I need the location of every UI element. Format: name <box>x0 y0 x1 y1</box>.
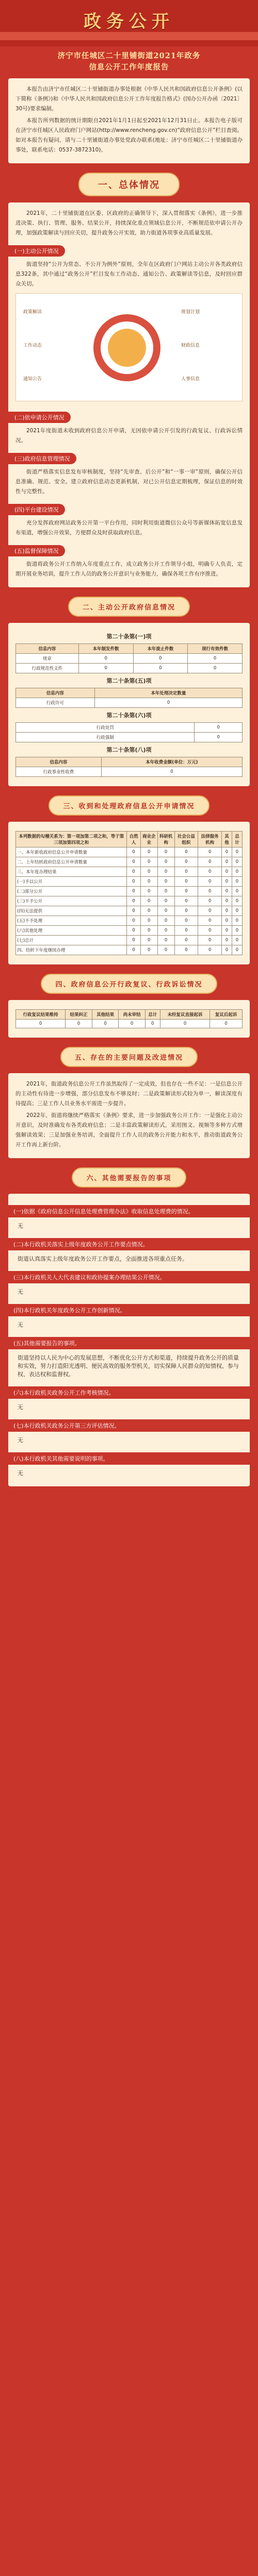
column-header: 信息内容 <box>16 688 95 698</box>
report-title-line1: 济宁市任城区二十里铺街道2021年政务 <box>57 52 201 60</box>
section-1-title: 一、总体情况 <box>78 173 180 196</box>
header-banner <box>0 0 258 46</box>
table-row <box>16 733 243 742</box>
table-cell: 0 <box>127 867 140 877</box>
banner-title: 政务公开 <box>84 11 174 32</box>
diagram-label: 工作动态 <box>23 343 42 348</box>
diagram-inner-circle <box>108 329 146 367</box>
table-cell: 0 <box>174 936 198 945</box>
table-cell: 0 <box>157 926 174 936</box>
table-cell: 0 <box>174 867 198 877</box>
table-cell: 0 <box>174 916 198 926</box>
table-cell: 0 <box>145 1020 160 1028</box>
table-cell: 0 <box>78 664 133 673</box>
section-5-heading <box>8 1047 250 1067</box>
table-cell: 0 <box>174 848 198 857</box>
diagram-label: 人事信息 <box>181 377 200 382</box>
table-row <box>16 916 243 926</box>
table-cell: 0 <box>127 926 140 936</box>
table-cell: 0 <box>232 867 242 877</box>
table-cell: 0 <box>157 945 174 955</box>
column-header: 商业企业 <box>140 832 157 848</box>
table-cell: 0 <box>174 926 198 936</box>
section-1-heading <box>8 173 250 196</box>
report-title-line2: 信息公开工作年度报告 <box>89 63 169 72</box>
table-cell: 0 <box>222 936 232 945</box>
table-row <box>16 723 243 733</box>
row-label: (六)其他处理 <box>16 926 127 936</box>
table-cell: 0 <box>140 867 157 877</box>
supervision-paragraph: 街道将政务公开工作纳入年度重点工作，成立政务公开工作领导小组，明确专人负责，定期开展业务培训，提升工作人员的政务公开意识与业务能力，确保各项工作有序推进。 <box>15 561 243 577</box>
table-cell: 行政处罚 <box>16 723 195 733</box>
table-row <box>16 698 243 708</box>
table-cell: 0 <box>198 936 222 945</box>
table-cell: 0 <box>140 877 157 887</box>
table-row <box>16 936 243 945</box>
table-cell: 0 <box>157 877 174 887</box>
section-5-title: 五、存在的主要问题及改进情况 <box>60 1047 198 1067</box>
answer-text: 无 <box>18 1404 23 1411</box>
row-label: (二)部分公开 <box>16 887 127 896</box>
article20-item8-table <box>15 757 243 777</box>
row-label: (四)无法提供 <box>16 906 127 916</box>
table-cell: 0 <box>127 877 140 887</box>
table-cell: 0 <box>140 936 157 945</box>
column-header: 科研机构 <box>157 832 174 848</box>
table-cell: 0 <box>16 1020 66 1028</box>
table-row <box>16 767 243 777</box>
intro-paragraph: 本报告由济宁市任城区二十里铺街道办事处根据《中华人民共和国政府信息公开条例》(以下简称《条例》)和《中华人民共和国政府信息公开工作年度报告格式》(国办公开办函〔2021〕30号)要求编制。 <box>15 86 243 112</box>
table-cell: 0 <box>157 936 174 945</box>
table-cell: 0 <box>222 926 232 936</box>
column-header: 总计 <box>232 832 242 848</box>
table-cell: 0 <box>157 887 174 896</box>
proactive-paragraph: 街道坚持“公开为常态、不公开为例外”原则，全年在区政府门户网站主动公开各类政府信息322条，其中通过“政务公开”栏目发布工作动态、通知公告、政策解读等信息，及时回应群众关切。 <box>15 261 243 287</box>
table-cell: 0 <box>157 857 174 867</box>
table-cell: 0 <box>66 1020 92 1028</box>
row-label: (一)予以公开 <box>16 877 127 887</box>
table-row <box>16 945 243 955</box>
table-cell: 0 <box>157 867 174 877</box>
column-header: 信息内容 <box>16 644 79 654</box>
table-cell: 0 <box>232 906 242 916</box>
table-cell: 0 <box>140 945 157 955</box>
table-cell: 0 <box>198 896 222 906</box>
table-row <box>16 664 243 673</box>
table-row <box>16 896 243 906</box>
table-cell: 规章 <box>16 654 79 664</box>
question-bar: (三)本行政机关人大代表建议和政协提案办理结果公开情况。 <box>8 1271 250 1283</box>
intro-panel <box>8 78 250 163</box>
table-cell: 0 <box>133 664 188 673</box>
table-cell: 0 <box>127 945 140 955</box>
section-4-panel <box>8 1000 250 1038</box>
diagram-label: 通知公告 <box>23 377 42 382</box>
table-cell: 0 <box>198 945 222 955</box>
table-cell: 0 <box>232 916 242 926</box>
section-3-panel <box>8 822 250 964</box>
table-cell: 0 <box>92 1020 118 1028</box>
section-2-heading <box>8 597 250 617</box>
table-cell: 0 <box>198 887 222 896</box>
row-label: (七)总计 <box>16 936 127 945</box>
table-cell: 0 <box>174 896 198 906</box>
table-cell: 0 <box>133 654 188 664</box>
table-cell: 0 <box>127 906 140 916</box>
table-cell: 行政规范性文件 <box>16 664 79 673</box>
column-header: 结果纠正 <box>66 1010 92 1020</box>
table-cell: 0 <box>174 906 198 916</box>
section-2-panel <box>8 623 250 786</box>
table-row <box>16 867 243 877</box>
table-cell: 0 <box>127 936 140 945</box>
question-bar: (四)本行政机关年度政务公开工作创新情况。 <box>8 1304 250 1316</box>
report-title <box>0 46 258 78</box>
table-cell: 0 <box>198 906 222 916</box>
table-cell: 0 <box>140 916 157 926</box>
table-cell: 0 <box>222 887 232 896</box>
table-cell: 0 <box>232 936 242 945</box>
table-cell: 0 <box>157 896 174 906</box>
section-5-panel <box>8 1073 250 1158</box>
sub-heading-management: (三)政府信息管理情况 <box>8 453 76 464</box>
section-4-title: 四、政府信息公开行政复议、行政诉讼情况 <box>41 974 217 994</box>
row-label: (五)不予处理 <box>16 916 127 926</box>
section-1-panel <box>8 202 250 587</box>
table-cell: 0 <box>127 848 140 857</box>
table-cell: 行政强制 <box>16 733 195 742</box>
table-cell: 0 <box>140 906 157 916</box>
table-row <box>16 887 243 896</box>
answer-text: 街道坚持以人民为中心的发展思想，不断优化公开方式和渠道，持续提升政务公开的质量和实效，努力打造阳光透明、便民高效的服务型机关，切实保障人民群众的知情权、参与权、表达权和监督权。 <box>18 1354 239 1378</box>
table-cell: 0 <box>222 906 232 916</box>
table-cell: 0 <box>101 767 242 777</box>
question-bar: (六)本行政机关政务公开工作考核情况。 <box>8 1386 250 1399</box>
table-cell: 0 <box>140 887 157 896</box>
table-cell: 0 <box>127 857 140 867</box>
table-cell: 0 <box>174 887 198 896</box>
table-cell: 0 <box>157 906 174 916</box>
table-title: 第二十条第(六)项 <box>106 712 152 719</box>
question-bar: (八)本行政机关其他需要说明的事项。 <box>8 1452 250 1465</box>
table-row <box>16 654 243 664</box>
article20-item5-table <box>15 688 243 708</box>
table-cell: 0 <box>198 877 222 887</box>
section-6-title: 六、其他需要报告的事项 <box>72 1167 186 1188</box>
table-row <box>16 877 243 887</box>
table-cell: 0 <box>232 896 242 906</box>
sub-heading-supervision: (五)监督保障情况 <box>8 545 65 556</box>
table-cell: 0 <box>140 926 157 936</box>
section-6-panel <box>8 1194 250 1486</box>
table-cell: 0 <box>195 733 243 742</box>
diagram-label: 政策解读 <box>23 310 42 315</box>
table-cell: 0 <box>119 1020 145 1028</box>
column-header: 复议后起诉 <box>210 1010 243 1020</box>
table-cell: 0 <box>188 664 243 673</box>
table-cell: 0 <box>127 896 140 906</box>
column-header: 行政复议结果维持 <box>16 1010 66 1020</box>
table-cell: 0 <box>127 916 140 926</box>
row-label: 四、结转下年度继续办理 <box>16 945 127 955</box>
section-3-heading <box>8 795 250 816</box>
table-cell: 0 <box>222 896 232 906</box>
applications-table <box>15 831 243 955</box>
table-cell: 0 <box>140 848 157 857</box>
table-row <box>16 848 243 857</box>
question-bar: (五)其他需要报告的事项。 <box>8 1337 250 1349</box>
section-3-title: 三、收到和处理政府信息公开申请情况 <box>49 795 209 816</box>
table-cell: 0 <box>140 857 157 867</box>
table-cell: 0 <box>232 887 242 896</box>
section-2-title: 二、主动公开政府信息情况 <box>68 597 190 617</box>
table-title: 第二十条第(八)项 <box>106 747 152 753</box>
table-cell: 0 <box>78 654 133 664</box>
row-label: 三、本年度办理结果 <box>16 867 127 877</box>
answer-text: 无 <box>18 1321 23 1328</box>
answer-text: 无 <box>18 1437 23 1444</box>
table-cell: 0 <box>195 723 243 733</box>
table-cell: 0 <box>222 916 232 926</box>
sub-heading-application: (二)依申请公开情况 <box>8 412 71 423</box>
platform-paragraph: 充分发挥政府网站政务公开第一平台作用，同时利用街道微信公众号等新媒体拓宽信息发布渠道，增强公开效果，方便群众及时获取政府信息。 <box>15 520 243 536</box>
table-cell: 0 <box>210 1020 243 1028</box>
column-header: 法律服务机构 <box>198 832 222 848</box>
section-4-heading <box>8 974 250 994</box>
question-bar: (一)依据《政府信息公开信息处理费管理办法》收取信息处理费的情况。 <box>8 1205 250 1217</box>
overview-paragraph: 2021年，二十里铺街道在区委、区政府的正确领导下，深入贯彻落实《条例》，进一步推进决策、执行、管理、服务、结果公开，持续深化重点领域信息公开，不断规范依申请公开办理，加强政策解读与回应关切，提升政务公开实效，助力街道各项事业高质量发展。 <box>15 210 243 236</box>
question-bar: (二)本行政机关落实上级年度政务公开工作要点情况。 <box>8 1238 250 1250</box>
column-header: 尚未审结 <box>119 1010 145 1020</box>
row-label: 二、上年结转政府信息公开申请数量 <box>16 857 127 867</box>
table-cell: 0 <box>198 926 222 936</box>
table-cell: 0 <box>222 877 232 887</box>
column-header: 其他结果 <box>92 1010 118 1020</box>
table-cell: 行政事业性收费 <box>16 767 102 777</box>
answer-text: 无 <box>18 1223 23 1229</box>
disclosure-diagram <box>15 293 243 401</box>
diagram-label: 财政信息 <box>181 343 200 348</box>
table-cell: 0 <box>188 654 243 664</box>
column-header: 社会公益组织 <box>174 832 198 848</box>
column-header: 本年处理决定数量 <box>94 688 242 698</box>
column-header: 未经复议直接起诉 <box>160 1010 209 1020</box>
table-title: 第二十条第(五)项 <box>106 677 152 684</box>
column-header: 本年废止件数 <box>133 644 188 654</box>
table-cell: 0 <box>222 848 232 857</box>
section-6-heading <box>8 1167 250 1188</box>
table-cell: 0 <box>174 945 198 955</box>
column-header: 现行有效件数 <box>188 644 243 654</box>
table-cell: 0 <box>198 867 222 877</box>
table-cell: 0 <box>157 916 174 926</box>
answer-text: 街道认真落实上级年度政务公开工作要点，全面推进各项重点任务。 <box>18 1256 188 1262</box>
column-header: 本年收费金额(单位：万元) <box>101 757 242 767</box>
article20-item6-table <box>15 722 243 742</box>
management-paragraph: 街道严格落实信息发布审核制度，坚持“先审查、后公开”和“一事一审”原则，确保公开信息准确、规范、安全。建立政府信息动态更新机制，对已公开信息定期梳理，保证信息的时效性与完整性。 <box>15 469 243 495</box>
column-header: 自然人 <box>127 832 140 848</box>
table-cell: 0 <box>222 857 232 867</box>
table-cell: 0 <box>94 698 242 708</box>
diagram-label: 规划计划 <box>181 310 200 315</box>
table-cell: 0 <box>222 867 232 877</box>
column-header: 本年制发件数 <box>78 644 133 654</box>
table-cell: 0 <box>222 945 232 955</box>
question-bar: (七)本行政机关政务公开第三方评估情况。 <box>8 1419 250 1432</box>
column-header: 信息内容 <box>16 757 102 767</box>
table-row <box>16 926 243 936</box>
table-cell: 0 <box>198 857 222 867</box>
row-label: (三)不予公开 <box>16 896 127 906</box>
table-cell: 0 <box>157 848 174 857</box>
table-cell: 0 <box>198 916 222 926</box>
table-cell: 行政许可 <box>16 698 95 708</box>
review-litigation-table <box>15 1009 243 1028</box>
table-cell: 0 <box>160 1020 209 1028</box>
sub-heading-proactive: (一)主动公开情况 <box>8 245 65 257</box>
column-header: 本列数据的勾稽关系为：第一项加第二项之和，等于第三项加第四项之和 <box>16 832 127 848</box>
table-title: 第二十条第(一)项 <box>106 633 152 640</box>
table-cell: 0 <box>127 887 140 896</box>
table-cell: 0 <box>174 877 198 887</box>
improvements-paragraph: 2022年，街道将继续严格落实《条例》要求，进一步加强政务公开工作：一是强化主动公开意识，及时准确发布各类政府信息；二是丰富政策解读形式，采用图文、视频等多种方式增强解读效果；三是加强业务培训，全面提升工作人员的政务公开能力和水平，推动街道政务公开工作再上新台阶。 <box>15 1112 243 1148</box>
table-cell: 0 <box>232 926 242 936</box>
answer-text: 无 <box>18 1470 23 1477</box>
intro-paragraph: 本报告所列数据的统计期限自2021年1月1日起至2021年12月31日止。本报告电子版可在济宁市任城区人民政府门户网站(http://www.rencheng.gov.cn)“政府信息公开”栏目查阅。如对本报告有疑问，请与二十里铺街道办事处党政办联系(地址：济宁市任城区二十里铺街道办事处，联系电话：0537-3872310)。 <box>15 117 243 153</box>
banner-ribbon <box>0 32 258 40</box>
table-cell: 0 <box>140 896 157 906</box>
table-row <box>16 857 243 867</box>
application-paragraph: 2021年度街道未收到政府信息公开申请，无因依申请公开引发的行政复议、行政诉讼情况。 <box>15 428 243 444</box>
table-cell: 0 <box>232 945 242 955</box>
column-header: 其他 <box>222 832 232 848</box>
answer-text: 无 <box>18 1289 23 1295</box>
column-header: 总计 <box>145 1010 160 1020</box>
table-cell: 0 <box>232 848 242 857</box>
article20-item1-table <box>15 643 243 673</box>
table-row <box>16 906 243 916</box>
row-label: 一、本年新收政府信息公开申请数量 <box>16 848 127 857</box>
table-cell: 0 <box>232 857 242 867</box>
sub-heading-platform: (四)平台建设情况 <box>8 504 65 515</box>
table-cell: 0 <box>174 857 198 867</box>
table-cell: 0 <box>198 848 222 857</box>
problems-paragraph: 2021年，街道政务信息公开工作虽然取得了一定成效，但也存在一些不足：一是信息公开的主动性有待进一步增强，部分信息发布不够及时；二是政策解读形式较为单一，解读深度有待提高；三是工作人员业务水平需进一步提升。 <box>15 1081 243 1107</box>
table-row <box>16 1020 243 1028</box>
table-cell: 0 <box>232 877 242 887</box>
